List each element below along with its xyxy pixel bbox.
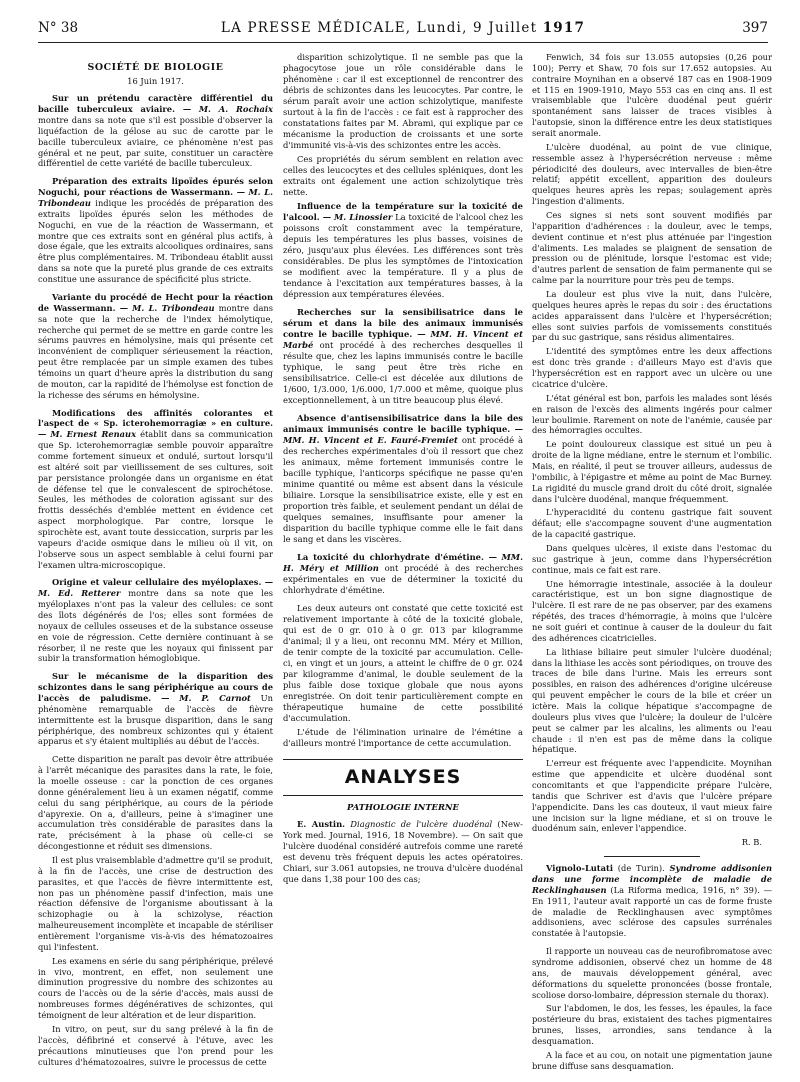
- article-title: Origine et valeur cellulaire des myéloplaxes. —: [52, 577, 273, 588]
- article-author: M. L. Tribondeau: [38, 187, 273, 209]
- analysis-title: Diagnostic de l'ulcère duodénal: [350, 818, 493, 829]
- analysis-author: Vignolo-Lutati: [546, 863, 613, 874]
- article-author: MM. H. Vincent et E. Fauré-Fremiet: [283, 435, 458, 445]
- article-author: MM. H. Vincent et Marbé: [283, 329, 523, 350]
- analysis-entry: [532, 863, 772, 939]
- article: [38, 93, 273, 169]
- article-title: Sur le mécanisme de la disparition des schizontes dans le sang périphérique au cours de l'accès de paludisme. —: [38, 671, 273, 703]
- article-title: Variante du procédé de Hecht pour la réaction de Wassermann. —: [38, 291, 273, 313]
- paragraph: Il est plus vraisemblable d'admettre qu'il se produit, à la fin de l'accès, une crise de destruction des parasites, et que l'accès de fièvre intermittente est, non pas un phénomène passif d'infection, mais une réaction défensive de l'organisme aboutissant à la schizophagie ou à la schizolyse, réaction malheureusement incomplète et incapable de stériliser entièrement l'organisme vis-à-vis des hématozoaires qui l'infestent.: [38, 855, 273, 952]
- issue-year: 1917: [542, 20, 586, 36]
- analysis-title: Syndrome addisonien dans une forme incomplète de maladie de Recklinghausen: [532, 863, 772, 895]
- paragraph: L'hyperacidité du contenu gastrique fait souvent défaut; elle s'accompagne souvent d'une augmentation de la capacité gastrique.: [532, 507, 772, 540]
- column-2: [283, 52, 523, 892]
- issue-date: Lundi, 9 Juillet: [416, 20, 538, 36]
- paragraph: Cette disparition ne paraît pas devoir être attribuée à l'arrêt mécanique des parasites dans la rate, le foie, la moelle osseuse : car la ponction de ces organes donne généralement lieu à un examen négatif, comme celui du sang périphérique, au cours de la période d'apyrexie. On a, d'ailleurs, peine à s'imaginer une accumulation très considérable de parasites dans la rate, précisément à la phase où celle-ci se décongestionne et réduit ses dimensions.: [38, 754, 273, 852]
- article-title: Recherches sur la sensibilisatrice dans le sérum et dans la bile des animaux immunisés contre le bacille typhique. —: [283, 307, 523, 339]
- article-title: Sur un prétendu caractère différentiel du bacille tuberculeux aviaire. —: [38, 93, 273, 115]
- article-body: indique les procédés de préparation des extraits lipoïdes épurés selon les méthodes de Noguchi, en vue de la réaction de Wassermann, et montre que ces extraits sont en général plus actifs, à dose égale, que les extraits alcooliques ordinaires, sans être plus complémentaires. M. Tribondeau établit aussi dans sa note que la pureté plus grande de ces extraits constitue une assurance de spécificité plus stricte.: [38, 198, 274, 285]
- paragraph: In vitro, on peut, sur du sang prélevé à la fin de l'accès, défibriné et conservé à l'étuve, avec les précautions minutieuses que l'on prend pour les cultures d'hématozoaires, suivre le processus de cette: [38, 1023, 273, 1067]
- paragraph: Le point douloureux classique est situé un peu à droite de la ligne médiane, entre le sternum et l'ombilic. Mais, en réalité, il peut se trouver ailleurs, audessus de l'ombilic, à l'épigastre et même au point de Mac Burney. La rigidité du muscle grand droit du côté droit, signalée dans l'ulcère duodénal, manque fréquemment.: [532, 439, 772, 504]
- article-body: montre dans sa note que les myéloplaxes n'ont pas la valeur des cellules: ce sont des îlots dégénérés de l'os; elles sont formées de noyaux de cellules osseuses et de la substance osseuse en voie de régression. Cette dernière continuant à se résorber, il ne reste que les noyaux qui finissent par subir la transformation hémoglobique.: [38, 588, 273, 664]
- analysis-author: E. Austin.: [297, 818, 346, 829]
- paragraph: L'identité des symptômes entre les deux affections est donc très grande : d'ailleurs Mayo est d'avis que l'hypersécrétion est en rapport avec un ulcère ou une cicatrice d'ulcère.: [532, 346, 772, 389]
- analysis-body: (La Riforma medica, 1916, n° 39). — En 1911, l'auteur avait rapporté un cas de forme fruste de maladie de Recklinghausen avec symptômes addisoniens, avec sclérose des capsules surrénales constatée à l'autopsie.: [532, 884, 772, 939]
- article: [38, 577, 273, 664]
- column-1: [38, 52, 273, 1070]
- paragraph: Ces propriétés du sérum semblent en relation avec celles des leucocytes et des cellules spléniques, dont les extraits ont également une action schizolytique très nette.: [283, 154, 523, 197]
- article-body: montre dans sa note que s'il est possible d'observer la liquéfaction de la gélose au suc de carotte par le bacille tuberculeux aviaire, ce phénomène n'est pas général et ne peut, par suite, constituer un caractère différentiel de cette variété de bacille tuberculeux.: [38, 115, 273, 169]
- paragraph: Il rapporte un nouveau cas de neurofibromatose avec syndrome addisonien, observé chez un homme de 48 ans, de mauvais développement général, avec déformations du squelette prononcées (bosse frontale, scoliose dorso-lombaire, dépression sternale du thorax).: [532, 946, 772, 1000]
- article-author: M. Ed. Retterer: [38, 588, 121, 599]
- paragraph: La lithiase biliaire peut simuler l'ulcère duodénal; dans la lithiase les accès sont périodiques, on trouve des traces de bile dans l'urine. Mais les erreurs sont possibles, en raison des adhérences d'origine ulcéreuse qui peuvent empêcher le cours de la bile et créer un ictère. Mais la colique hépatique s'accompagne de douleurs plus vives que l'ulcère; la douleur de l'ulcère peut se calmer par les alcalins, les aliments ou l'eau chaude : il n'en est pas de même dans la colique hépatique.: [532, 646, 772, 755]
- article-author: M. Linossier: [333, 212, 393, 222]
- session-date: 16 Juin 1917.: [127, 76, 184, 87]
- analyses-heading: ANALYSES: [283, 759, 523, 796]
- article-title: Modifications des affinités colorantes et l'aspect de « Sp. icterohemorragiæ » en culture. —: [38, 407, 273, 440]
- paragraph: L'état général est bon, parfois les malades sont lésés en raison de l'excès des aliments ingérés pour calmer leur boulimie. Rarement on note de l'anémie, causée par des hémorragies occultes.: [532, 392, 772, 436]
- article-body: ont procédé à des recherches expérimentales d'où il ressort que chez les animaux, même fortement immunisés contre le bacille typhique, l'anticorps spécifique ne passe qu'en minime quantité ou même est absent dans la vésicule biliaire. Lorsque la sensibilisatrice existe, elle y est en proportion très faible, et seulement pendant un délai de quelques semaines, insuffisante pour amener la disparition du bacille typhique comme elle le fait dans le sang et dans les viscères.: [283, 435, 523, 544]
- signature: R. B.: [741, 837, 762, 848]
- analyses-subheading: PATHOLOGIE INTERNE: [347, 801, 459, 812]
- section-heading: SOCIÉTÉ DE BIOLOGIE: [87, 62, 224, 73]
- article: [283, 413, 523, 545]
- paragraph: L'erreur est fréquente avec l'appendicite. Moynihan estime que appendicite et ulcère duodénal sont concomitants et que l'appendicite prépare l'ulcère, tandis que Schriver est d'avis que l'ulcère prépare l'appendicite. Dans les cas douteux, il vaut mieux faire une incision sur la ligne médiane, et si on trouve le duodénum sain, enlever l'appendice.: [532, 758, 772, 834]
- page-number: 397: [742, 20, 768, 36]
- article: [38, 176, 273, 285]
- journal-name: LA PRESSE MÉDICALE,: [220, 20, 412, 36]
- article-body: ont procédé à des recherches desquelles il résulte que, chez les lapins immunisés contre le bacille typhique, le sang peut être très riche en sensibilisatrice. Celle-ci est décelée aux dilutions de 1/600, 1/3.000, 1/6.000, 1/7.000 et même, quoique plus exceptionnellement, à un titre beaucoup plus élevé.: [283, 340, 523, 405]
- page-header: [38, 20, 768, 43]
- paragraph: A la face et au cou, on notait une pigmentation jaune brune diffuse sans desquamation.: [532, 1049, 772, 1071]
- paragraph: Ces signes si nets sont souvent modifiés par l'apparition d'adhérences : la douleur, avec le temps, devient continue et n'est plus atténuée par l'ingestion d'aliments. Les malades se plaignent de sensation de pression ou de plénitude, lorsque l'estomac est vide; d'autres parlent de sensation de faim permanente qui se calme par la nourriture pour très peu de temps.: [532, 210, 772, 286]
- article-author: M. Ernest Renaux: [50, 429, 137, 440]
- article-body: La toxicité de l'alcool chez les poissons croît constamment avec la température, depuis les températures les plus basses, voisines de zéro, jusqu'aux plus élevées. Les différences sont très considérables. De plus les symptômes de l'intoxication se modifient avec la température. Il y a plus de tendance à l'excitation aux températures basses, à la dépression aux températures élevées.: [283, 212, 523, 299]
- article: [38, 408, 273, 571]
- analysis-entry: [283, 819, 523, 885]
- article: [283, 307, 523, 406]
- paragraph: Les examens en série du sang périphérique, prélevé in vivo, montrent, en effet, non seulement une diminution progressive du nombre des schizontes au cours de l'accès ou de la série d'accès, mais aussi de nombreuses formes dégénératives de schizontes, qui témoignent de leur altération et de leur disparition.: [38, 955, 273, 1021]
- paragraph: L'étude de l'élimination urinaire de l'émétine a d'ailleurs montré l'importance de cette accumulation.: [283, 727, 523, 748]
- paragraph: disparition schizolytique. Il ne semble pas que la phagocytose joue un rôle considérable dans le phénomène : car il est exceptionnel de rencontrer des débris de schizontes dans les leucocytes. Par contre, le sérum paraît avoir une action schizolytique, manifeste surtout à la fin de l'accès : ce fait est à rapprocher des constatations faites par M. Abrami, qui explique par ce mécanisme la production de croissants et une sorte d'immunité vis-à-vis des schizontes entre les accès.: [283, 52, 523, 150]
- article-title: Influence de la température sur la toxicité de l'alcool. —: [283, 201, 523, 222]
- issue-number: N° 38: [38, 20, 79, 36]
- article-title: La toxicité du chlorhydrate d'émétine. —: [297, 552, 498, 562]
- article: [283, 552, 523, 596]
- article-author: M. L. Tribondeau: [132, 302, 215, 313]
- divider: [604, 856, 700, 857]
- paragraph: Fenwich, 34 fois sur 13.055 autopsies (0,26 pour 100); Perry et Shaw, 70 fois sur 17.652 autopsies. Au contraire Moynihan en a observé 187 cas en 1908-1909 et 115 en 1909-1910, Mayo 553 cas en cinq ans. Il est vraisemblable que l'ulcère duodénal peut guérir spontanément sans laisser de traces visibles à l'autopsie, sinon la différence entre les deux statistiques serait anormale.: [532, 52, 772, 139]
- article: [38, 671, 273, 747]
- paragraph: Une hémorragie intestinale, associée à la douleur caractéristique, est un bon signe diagnostique de l'ulcère. Il est rare de ne pas observer, par des examens répétés, des traces d'hémorragie, à moins que l'ulcère ne soit guéri et continue à causer de la douleur du fait des adhérences cicatricielles.: [532, 578, 772, 643]
- paragraph: L'ulcère duodénal, au point de vue clinique, ressemble assez à l'hypersécrétion nerveuse : même périodicité des douleurs, avec intervalles de bien-être relatif; appétit excellent, apparition des douleurs quelques heures après les repas; soulagement après l'ingestion d'aliments.: [532, 141, 772, 207]
- article-author: MM. H. Méry et Million: [283, 552, 523, 573]
- article-body: ont procédé à des recherches expérimentales en vue de déterminer la toxicité du chlorhydrate d'émétine.: [283, 563, 523, 595]
- article-body: établit dans sa communication que Sp. icterohemorragiæ semble pouvoir apparaître comme fortement sinueux et ondulé, surtout lorsqu'il est altéré soit par vieillissement de ses cultures, soit par persistance prolongée dans un organisme en état de défense tel que le convalescent de spirochétose. Seules, les méthodes de coloration agissant sur des frottis desséchés d'emblée mettent en évidence cet aspect morphologique. Par contre, lorsque le spirochète est, avant toute dessiccation, surpris par les vapeurs d'acide osmique dans le milieu où il vit, on l'observe sous un aspect semblable à celui fourni par l'examen ultra-microscopique.: [38, 429, 273, 570]
- article-title: Préparation des extraits lipoïdes épurés selon Noguchi, pour réactions de Wassermann. —: [38, 176, 273, 198]
- analysis-body: (New-York med. Journal, 1916, 18 Novembre). — On sait que l'ulcère duodénal considéré autrefois comme une rareté est devenu très fréquent depuis les actes opératoires. Chiari, sur 3.061 autopsies, ne trouva d'ulcère duodénal que dans 1,38 pour 100 des cas;: [283, 818, 523, 884]
- article-title: Absence d'antisensibilisatrice dans la bile des animaux immunisés contre le bacille typhique. —: [283, 413, 523, 434]
- paragraph: La douleur est plus vive la nuit, dans l'ulcère, quelques heures après le repas du soir : des éructations acides apparaissent dans l'ulcère et l'hypersécrétion; elles sont suivies parfois de vomissements constitués par du suc gastrique, sans résidus alimentaires.: [532, 289, 772, 343]
- article: [38, 292, 273, 401]
- analysis-city: (de Turin).: [617, 863, 665, 874]
- article-body: Un phénomène remarquable de l'accès de fièvre intermittente est la brusque disparition, dans le sang périphérique, des nombreux schizontes qui y étaient apparus et s'y étaient multipliés au début de l'accès.: [38, 693, 274, 747]
- paragraph: Sur l'abdomen, le dos, les fesses, les épaules, la face postérieure du bras, existaient des taches pigmentaires brunes, lisses, arrondies, sans tendance à la desquamation.: [532, 1003, 772, 1047]
- paragraph: Dans quelques ulcères, il existe dans l'estomac du suc gastrique à jeun, comme dans l'hypersécrétion continue, mais ce fait est rare.: [532, 542, 772, 575]
- article-body: montre dans sa note que la recherche de l'index hémolytique, recherche qui permet de se mettre en garde contre les sérums pauvres en hémolysine, mais qui présente cet inconvénient de compliquer sérieusement la réaction, peut être remplacée par un simple examen des tubes témoins un quart d'heure après la distribution du sang de mouton, car la rapidité de l'hémolyse est fonction de la richesse des sérums en hémolysine.: [38, 302, 273, 400]
- article: [283, 201, 523, 300]
- article-author: M. P. Carnot: [179, 693, 251, 703]
- article-author: M. A. Rochaix: [198, 104, 274, 115]
- paragraph: Les deux auteurs ont constaté que cette toxicité est relativement importante à côté de la toxicité globale, qui est de 0 gr. 010 à 0 gr. 013 par kilogramme d'animal; il y a lieu, ont reconnu MM. Méry et Million, de tenir compte de la toxicité par accumulation. Celle-ci, en vingt et un jours, a atteint le chiffre de 0 gr. 024 par kilogramme d'animal, le double seulement de la plus faible dose toxique globale que nous ayons enregistrée. On doit tenir particulièrement compte en thérapeutique humaine de cette possibilité d'accumulation.: [283, 603, 523, 723]
- journal-title: [38, 20, 768, 36]
- column-3: [532, 52, 772, 1075]
